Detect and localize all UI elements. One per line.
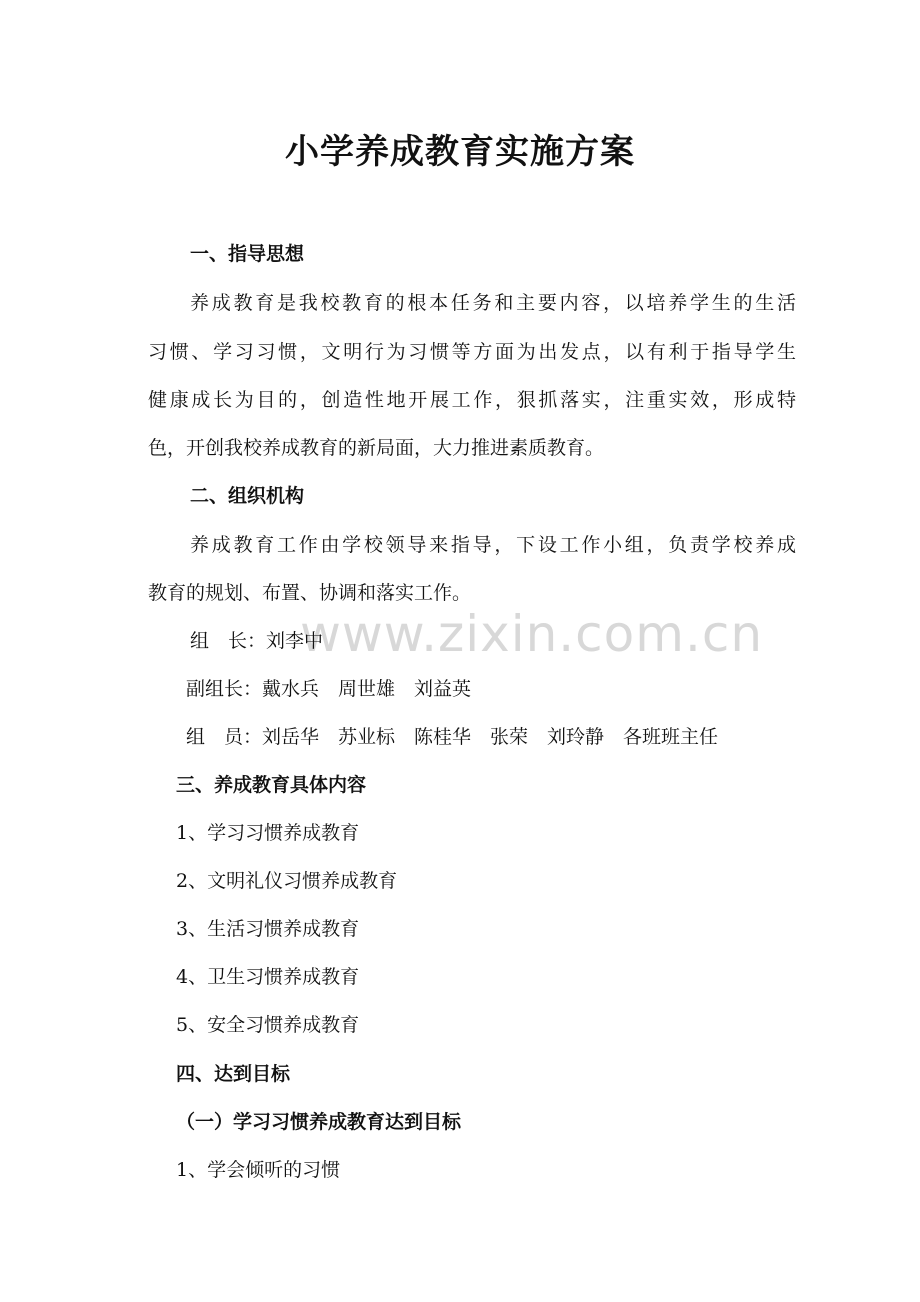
group-leader: 组 长：刘李中 [190,630,324,652]
watermark: www.zixin.com.cn [300,605,764,663]
section-heading-goals: 四、达到目标 [176,1063,291,1085]
paragraph-line: 教育的规划、布置、协调和落实工作。 [148,582,472,604]
group-members: 组 员：刘岳华 苏业标 陈桂华 张荣 刘玲静 各班班主任 [186,726,719,748]
paragraph-line: 习惯、学习习惯，文明行为习惯等方面为出发点，以有利于指导学生 [148,341,796,363]
list-item: 1、学习习惯养成教育 [176,822,360,844]
list-item: 3、生活习惯养成教育 [176,918,360,940]
list-item: 5、安全习惯养成教育 [176,1014,360,1036]
subsection-heading: （一）学习习惯养成教育达到目标 [176,1111,462,1133]
section-heading-organization: 二、组织机构 [190,485,305,507]
paragraph-line: 养成教育是我校教育的根本任务和主要内容，以培养学生的生活 [190,292,796,314]
section-heading-content: 三、养成教育具体内容 [176,774,367,796]
vice-leaders: 副组长：戴水兵 周世雄 刘益英 [186,678,472,700]
paragraph-line: 健康成长为目的，创造性地开展工作，狠抓落实，注重实效，形成特 [148,389,796,411]
page-title: 小学养成教育实施方案 [285,132,635,172]
list-item: 2、文明礼仪习惯养成教育 [176,870,398,892]
list-item: 1、学会倾听的习惯 [176,1159,341,1181]
paragraph-line: 色，开创我校养成教育的新局面，大力推进素质教育。 [148,437,605,459]
section-heading-guiding-thought: 一、指导思想 [190,243,305,265]
list-item: 4、卫生习惯养成教育 [176,966,360,988]
paragraph-line: 养成教育工作由学校领导来指导，下设工作小组，负责学校养成 [190,534,796,556]
